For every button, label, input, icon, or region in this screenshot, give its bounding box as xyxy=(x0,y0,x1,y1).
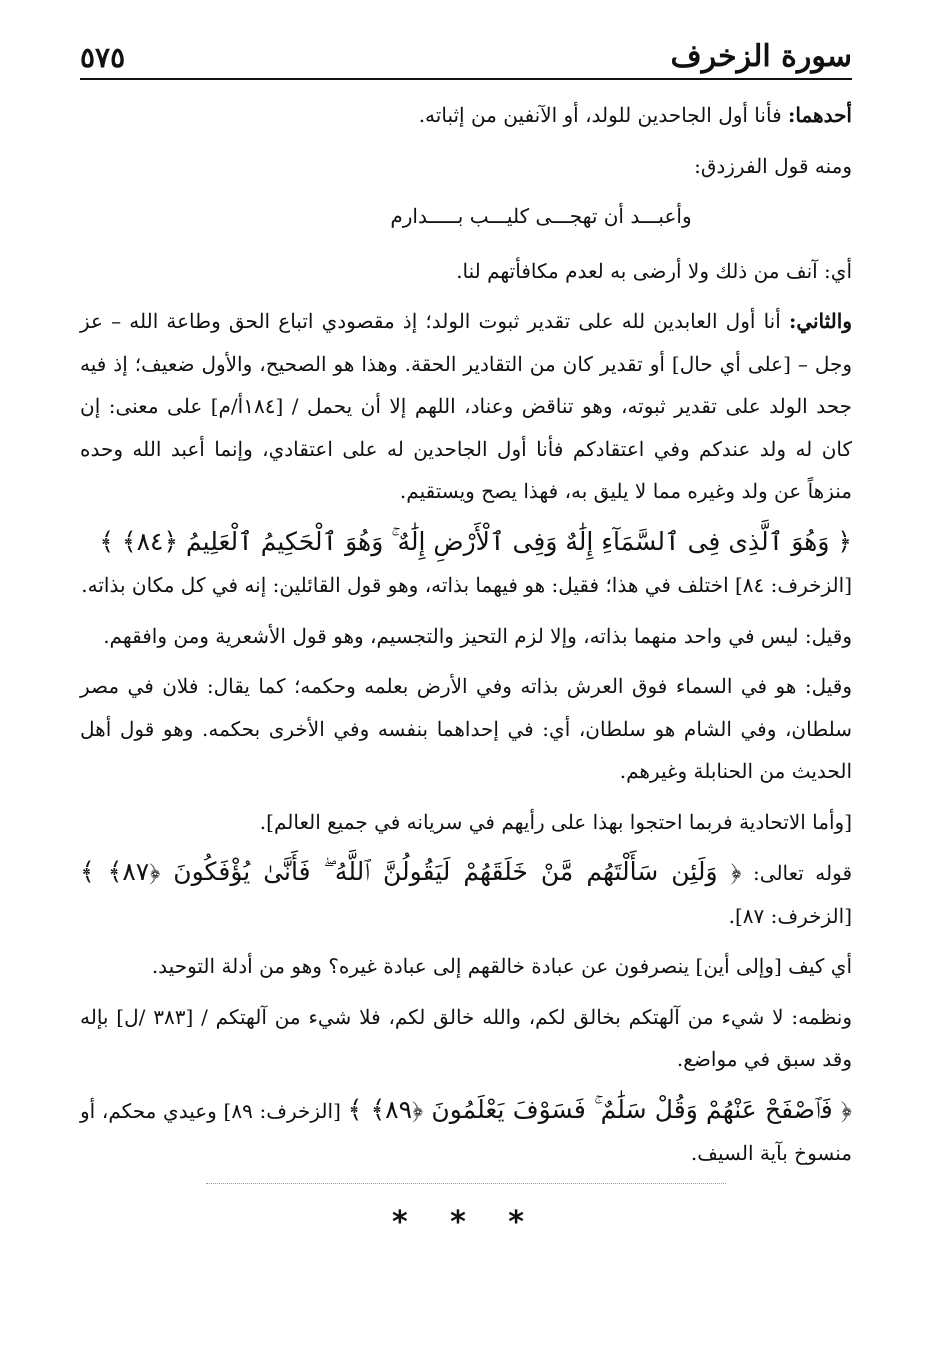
quran-verse-89: ﴿ فَٱصْفَحْ عَنْهُمْ وَقُلْ سَلَٰمٌ ۚ فَسَوْفَ يَعْلَمُونَ ﴿٨٩﴾ ﴾ xyxy=(347,1094,853,1124)
paragraph-poem-explanation: أي: آنف من ذلك ولا أرضى به لعدم مكافأتهم لنا. xyxy=(456,258,852,283)
dotted-divider xyxy=(206,1183,726,1184)
verse-87-reference: [الزخرف: ٨٧]. xyxy=(728,903,852,928)
paragraph-ittihadiyya: [وأما الاتحادية فربما احتجوا بهذا على رأيهم في سريانه في جميع العالم]. xyxy=(259,809,852,834)
quran-verse-84: ﴿ وَهُوَ ٱلَّذِى فِى ٱلسَّمَآءِ إِلَٰهٌ وَفِى ٱلْأَرْضِ إِلَٰهٌ ۚ وَهُوَ ٱلْحَكِيمُ ٱلْعَلِيمُ ﴿٨٤﴾ ﴾ xyxy=(99,526,852,556)
page-number: ٥٧٥ xyxy=(80,41,126,74)
paragraph-syllogism: ونظمه: لا شيء من آلهتكم بخالق لكم، والله خالق لكم، فلا شيء من آلهتكم / [٣٨٣ /ل] بإله وقد سبق في مواضع. xyxy=(80,1004,852,1071)
paragraph-verse-87-explanation: أي كيف [وإلى أين] ينصرفون عن عبادة خالقهم إلى عبادة غيره؟ وهو من أدلة التوحيد. xyxy=(151,954,852,978)
paragraph-poet-intro: ومنه قول الفرزدق: xyxy=(694,153,852,178)
verse-84-commentary: [الزخرف: ٨٤] اختلف في هذا؛ فقيل: هو فيهما بذاته، وهو قول القائلين: إنه في كل مكان بذاته. xyxy=(81,573,852,597)
verse-87-intro: قوله تعالى: xyxy=(741,861,853,885)
page-header xyxy=(80,28,852,80)
second-opinion-label: والثاني: xyxy=(788,309,852,333)
poem-line: وأعبـــد أن تهجـــى كليـــب بـــــدارم xyxy=(390,204,692,228)
page xyxy=(80,28,852,1244)
verse-89-commentary: [الزخرف: ٨٩] وعيدي محكم، أو منسوخ بآية السيف. xyxy=(80,1098,852,1165)
section-separator: * * * xyxy=(392,1204,540,1240)
second-opinion-text: أنا أول العابدين لله على تقدير ثبوت الولد؛ إذ مقصودي اتباع الحق وطاعة الله – عز وجل – [على أي حال] أو تقدير كان من التقادير الحقة. وهذا هو الصحيح، والأول ضعيف؛ إذ فيه جحد الولد على تقدير ثبوته، وهو تناقض وعناد، اللهم إلا أن يحمل / [١٨٤أ/م] على معنى: إن كان له ولد عندكم وفي اعتقادكم فأنا أول الجاحدين له على اعتقادي، وإنما أعبد الله وحده منزهاً عن ولد وغيره مما لا يليق به، فهذا يصح ويستقيم. xyxy=(80,309,852,503)
paragraph-verse-84 xyxy=(80,521,852,607)
paragraph-hanbali-opinion: وقيل: هو في السماء فوق العرش بذاته وفي الأرض بعلمه وحكمه؛ كما يقال: فلان في مصر سلطان، وفي الشام هو سلطان، أي: في إحداهما بنفسه وفي الأخرى بحكمه. وهو قول أهل الحديث من الحنابلة وغيرهم. xyxy=(80,674,852,783)
page-body xyxy=(80,94,852,1244)
quran-verse-87: ﴿ وَلَئِن سَأَلْتَهُم مَّنْ خَلَقَهُمْ لَيَقُولُنَّ ٱللَّهُ ۖ فَأَنَّىٰ يُؤْفَكُونَ ﴿٨٧﴾ ﴾ xyxy=(80,857,742,886)
surah-title: سورة الزخرف xyxy=(670,39,852,74)
first-opinion-label: أحدهما: xyxy=(787,103,852,127)
paragraph-first-opinion xyxy=(80,94,852,137)
paragraph-verse-89 xyxy=(80,1089,852,1175)
paragraph-ashari-opinion: وقيل: ليس في واحد منهما بذاته، وإلا لزم التحيز والتجسيم، وهو قول الأشعرية ومن وافقهم. xyxy=(103,623,852,648)
paragraph-second-opinion xyxy=(80,300,852,513)
first-opinion-text: فأنا أول الجاحدين للولد، أو الآنفين من إثباته. xyxy=(418,103,788,127)
paragraph-verse-87 xyxy=(80,851,852,937)
